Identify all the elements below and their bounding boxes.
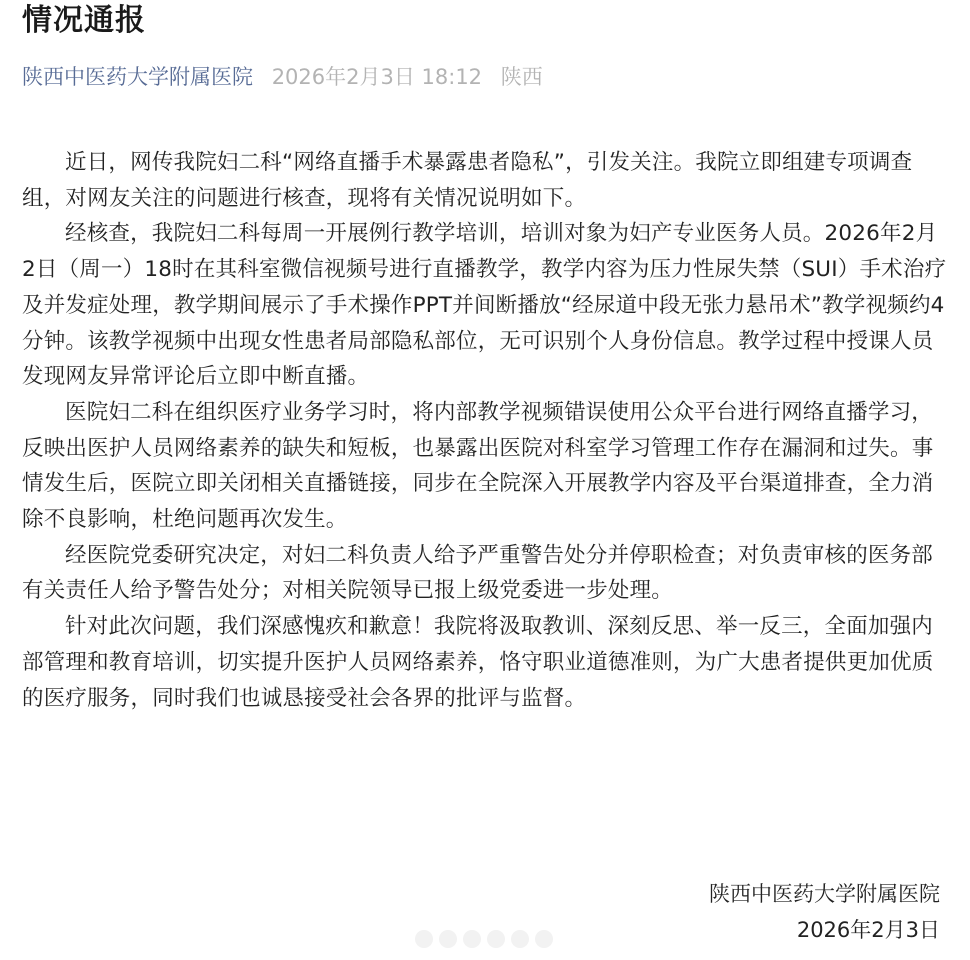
watermark-dot [535, 930, 553, 948]
watermark-dot [463, 930, 481, 948]
faint-watermark [415, 930, 575, 948]
source-account-link[interactable]: 陕西中医药大学附属医院 [22, 65, 253, 89]
paragraph-discipline: 经医院党委研究决定，对妇二科负责人给予严重警告处分并停职检查；对负责审核的医务部有关责任人给予警告处分；对相关院领导已报上级党委进一步处理。 [22, 542, 934, 604]
watermark-dot [415, 930, 433, 948]
signature-date: 2026年2月3日 [796, 918, 940, 942]
watermark-dot [487, 930, 505, 948]
paragraph-findings: 经核查，我院妇二科每周一开展例行教学培训，培训对象为妇产专业医务人员。2026年2月2日（周一）18时在其科室微信视频号进行直播教学，教学内容为压力性尿失禁（SUI）手术治疗及并发症处理，教学期间展示了手术操作PPT并间断播放“经尿道中段无张力悬吊术”教学视频约4分钟。该教学视频中出现女性患者局部隐私部位，无可识别个人身份信息。教学过程中授课人员发现网友异常评论后立即中断直播。 [22, 221, 947, 390]
article-title: 情况通报 [22, 3, 146, 38]
paragraph-reflection: 医院妇二科在组织医疗业务学习时，将内部教学视频错误使用公众平台进行网络直播学习，反映出医护人员网络素养的缺失和短板，也暴露出医院对科室学习管理工作存在漏洞和过失。事情发生后，医院立即关闭相关直播链接，同步在全院深入开展教学内容及平台渠道排查，全力消除不良影响，杜绝问题再次发生。 [22, 399, 934, 533]
publish-region: 陕西 [500, 65, 543, 89]
signature-block [709, 876, 940, 948]
paragraph-intro: 近日，网传我院妇二科“网络直播手术暴露患者隐私”，引发关注。我院立即组建专项调查组，对网友关注的问题进行核查，现将有关情况说明如下。 [22, 150, 913, 211]
watermark-dot [439, 930, 457, 948]
article-body [22, 145, 948, 716]
publish-datetime: 2026年2月3日 18:12 [271, 65, 483, 89]
paragraph-apology: 针对此次问题，我们深感愧疚和歉意！我院将汲取教训、深刻反思、举一反三，全面加强内部管理和教育培训，切实提升医护人员网络素养，恪守职业道德准则，为广大患者提供更加优质的医疗服务，同时我们也诚恳接受社会各界的批评与监督。 [22, 614, 934, 711]
watermark-dot [511, 930, 529, 948]
signature-org: 陕西中医药大学附属医院 [709, 882, 940, 906]
article-meta [22, 62, 543, 92]
